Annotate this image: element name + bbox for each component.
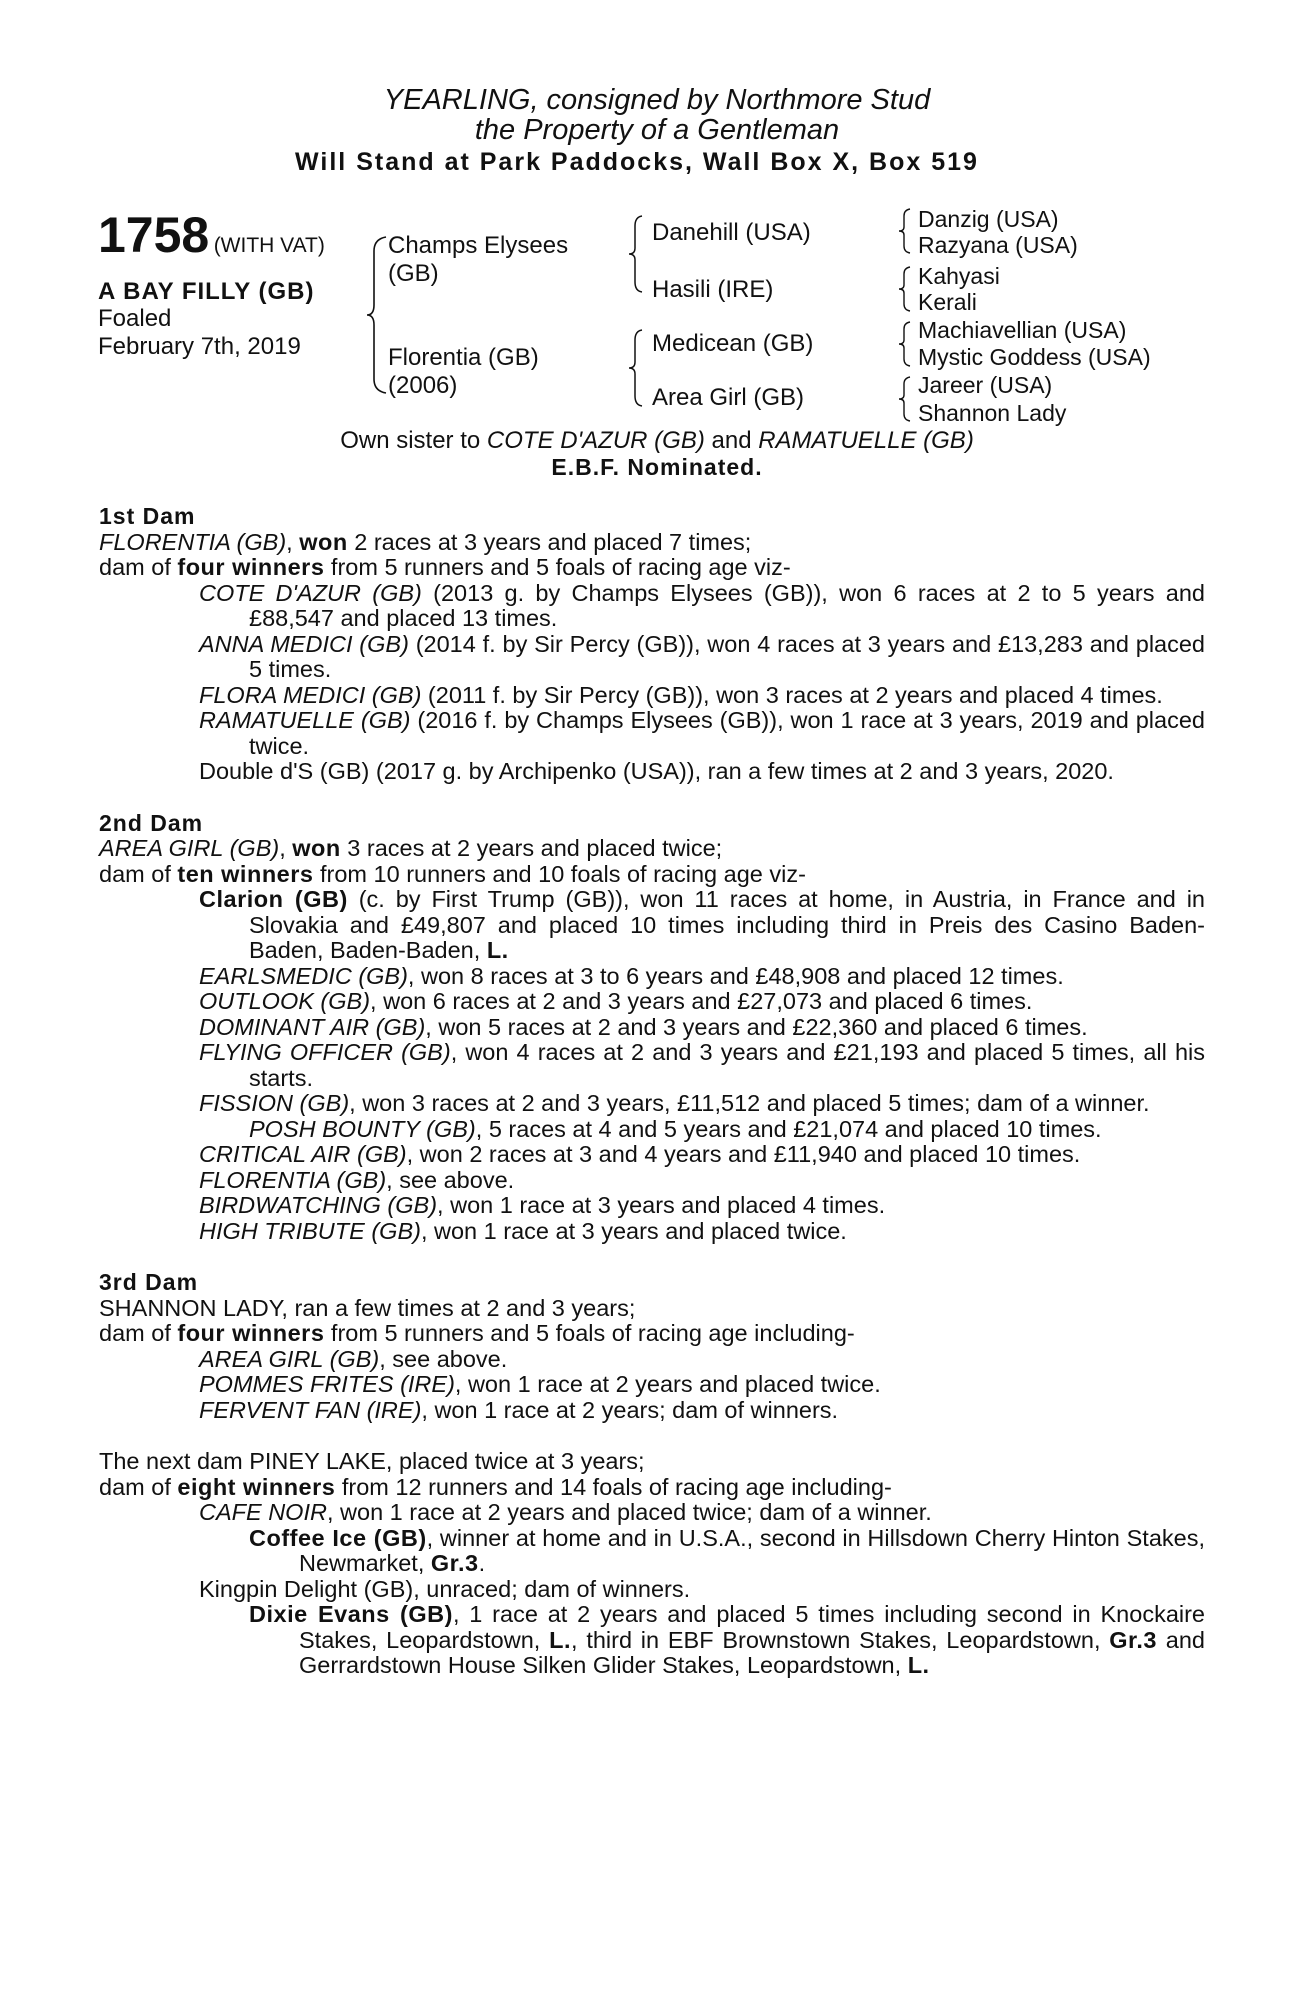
race-grade: L. bbox=[486, 937, 509, 963]
third-dam-summary bbox=[99, 1321, 1205, 1347]
foal-entry bbox=[99, 581, 1205, 632]
foal-name: Dixie Evans (GB) bbox=[249, 1601, 453, 1627]
won-label: won bbox=[292, 835, 341, 861]
foal-name: COTE D'AZUR (GB) bbox=[199, 579, 422, 606]
sep: , bbox=[279, 835, 293, 861]
third-dam-section bbox=[99, 1270, 1205, 1423]
foal-record: (2013 g. by Champs Elysees (GB)), won 6 races at 2 to 5 years and £88,547 and placed 13 times. bbox=[249, 579, 1205, 631]
sire-dam: Hasili (IRE) bbox=[652, 276, 774, 303]
summary-suffix: from 5 runners and 5 foals of racing age viz- bbox=[324, 554, 791, 580]
own-sister-horse-a: COTE D'AZUR (GB) bbox=[486, 427, 705, 454]
race-grade: L. bbox=[549, 1626, 571, 1653]
foal-entry bbox=[99, 1193, 1205, 1219]
foal-name: Double d'S (GB) bbox=[199, 758, 370, 784]
second-dam-heading: 2nd Dam bbox=[99, 809, 204, 836]
second-dam-section bbox=[99, 811, 1205, 1245]
summary-prefix: dam of bbox=[99, 1320, 178, 1346]
foal-entry bbox=[99, 1398, 1205, 1424]
ss-dam: Razyana (USA) bbox=[918, 232, 1078, 258]
ds-sire: Machiavellian (USA) bbox=[918, 317, 1127, 343]
sep: , bbox=[286, 528, 300, 555]
foal-entry bbox=[99, 1372, 1205, 1398]
own-sister-and: and bbox=[704, 427, 759, 454]
race-grade: L. bbox=[907, 1652, 930, 1678]
foal-name: BIRDWATCHING (GB) bbox=[199, 1192, 438, 1218]
punct: . bbox=[478, 1550, 486, 1576]
next-dam-intro: The next dam PINEY LAKE, placed twice at 3 years; bbox=[99, 1448, 645, 1474]
winners-count: eight winners bbox=[177, 1473, 336, 1500]
own-sister-note bbox=[0, 427, 1314, 455]
foal-record: , won 4 races at 2 and 3 years and £21,193 and placed 5 times, all his starts. bbox=[249, 1039, 1205, 1091]
foal-entry bbox=[99, 1500, 1205, 1526]
foaled-label: Foaled bbox=[98, 305, 172, 332]
third-dam-heading: 3rd Dam bbox=[99, 1269, 199, 1295]
foal-record: , won 3 races at 2 and 3 years, £11,512 and placed 5 times; dam of a winner. bbox=[349, 1090, 1150, 1116]
dam-name: Florentia (GB) bbox=[388, 344, 539, 371]
foal-name: CRITICAL AIR (GB) bbox=[199, 1141, 407, 1167]
dd-dam: Shannon Lady bbox=[918, 400, 1067, 426]
foal-record: , winner at home and in U.S.A., second in Hillsdown Cherry Hinton Stakes, Newmarket, bbox=[299, 1524, 1205, 1576]
foal-record: , third in EBF Brownstown Stakes, Leopardstown, bbox=[571, 1626, 1110, 1653]
second-dam-summary bbox=[99, 862, 1205, 888]
foal-record: , won 6 races at 2 and 3 years and £27,073 and placed 6 times. bbox=[370, 988, 1033, 1014]
sd-dam: Kerali bbox=[918, 289, 977, 315]
winners-count: four winners bbox=[177, 554, 325, 580]
foal-entry bbox=[99, 632, 1205, 683]
grandfoal-entry bbox=[99, 1602, 1205, 1679]
dam-year: (2006) bbox=[388, 372, 458, 399]
pedigree-brace-ds bbox=[898, 321, 912, 367]
ebf-nominated: E.B.F. Nominated. bbox=[551, 454, 763, 480]
foal-record: (2016 f. by Champs Elysees (GB)), won 1 race at 3 years, 2019 and placed twice. bbox=[249, 707, 1205, 759]
foal-name: FLYING OFFICER (GB) bbox=[199, 1039, 451, 1065]
summary-suffix: from 5 runners and 5 foals of racing age including- bbox=[324, 1320, 855, 1346]
foal-record: (2014 f. by Sir Percy (GB)), won 4 races at 3 years and £13,283 and placed 5 times. bbox=[249, 630, 1205, 682]
sire-sire: Danehill (USA) bbox=[652, 219, 811, 246]
race-grade: Gr.3 bbox=[430, 1550, 479, 1576]
ss-sire: Danzig (USA) bbox=[918, 206, 1059, 232]
foal-record: (2017 g. by Archipenko (USA)), ran a few times at 2 and 3 years, 2020. bbox=[369, 758, 1114, 784]
race-grade: Gr.3 bbox=[1109, 1626, 1157, 1653]
ds-dam: Mystic Goddess (USA) bbox=[918, 344, 1151, 370]
second-dam-intro bbox=[99, 836, 1205, 862]
foal-entry bbox=[99, 887, 1205, 964]
foal-entry bbox=[99, 1219, 1205, 1245]
header-line-3: Will Stand at Park Paddocks, Wall Box X, Box 519 bbox=[295, 148, 979, 176]
summary-prefix: dam of bbox=[99, 860, 178, 887]
foal-record: , won 2 races at 3 and 4 years and £11,940 and placed 10 times. bbox=[406, 1141, 1081, 1167]
dam-sire: Medicean (GB) bbox=[652, 330, 814, 357]
foal-name: Coffee Ice (GB) bbox=[249, 1524, 427, 1551]
foal-entry bbox=[99, 964, 1205, 990]
grandfoal-entry bbox=[99, 1117, 1205, 1143]
foal-name: POMMES FRITES (IRE) bbox=[199, 1371, 455, 1397]
foal-record: , won 8 races at 3 to 6 years and £48,908 and placed 12 times. bbox=[407, 962, 1064, 989]
pedigree-brace-main bbox=[366, 235, 388, 395]
foal-record: , see above. bbox=[386, 1166, 515, 1193]
foal-entry bbox=[99, 989, 1205, 1015]
header-line-1: YEARLING, consigned by Northmore Stud bbox=[383, 84, 931, 116]
pedigree-brace-dam bbox=[628, 328, 644, 408]
sire-suffix: (GB) bbox=[388, 260, 439, 287]
lot-description: A BAY FILLY (GB) bbox=[98, 278, 315, 305]
foal-record: , 1 race at 2 years and placed 5 times including second in Knockaire Stakes, Leopardstown, bbox=[299, 1601, 1206, 1653]
foal-name: FLORA MEDICI (GB) bbox=[199, 681, 422, 708]
foal-entry: Kingpin Delight (GB), unraced; dam of winners. bbox=[199, 1575, 691, 1602]
next-dam-section bbox=[99, 1449, 1205, 1679]
second-dam-record: 3 races at 2 years and placed twice; bbox=[340, 835, 723, 861]
own-sister-horse-b: RAMATUELLE (GB) bbox=[758, 427, 974, 454]
vat-label: (WITH VAT) bbox=[213, 234, 325, 257]
foal-record: , see above. bbox=[379, 1345, 508, 1372]
foal-name: AREA GIRL (GB) bbox=[199, 1345, 380, 1372]
sire-name: Champs Elysees bbox=[388, 232, 569, 259]
foal-name: Clarion (GB) bbox=[199, 886, 348, 912]
foal-entry bbox=[99, 1015, 1205, 1041]
foal-record: , won 1 race at 3 years and placed 4 times. bbox=[437, 1192, 886, 1218]
foal-entry bbox=[99, 683, 1205, 709]
lot-number-row bbox=[98, 206, 325, 264]
foal-record: (c. by First Trump (GB)), won 11 races at home, in Austria, in France and in Slovakia and £49,807 and placed 10 times including third in Preis des Casino Baden-Baden, Baden-Baden, bbox=[249, 886, 1205, 963]
foal-entry bbox=[99, 1142, 1205, 1168]
foal-entry bbox=[99, 1168, 1205, 1194]
foal-record: and Gerrardstown House Silken Glider Stakes, Leopardstown, bbox=[299, 1626, 1205, 1678]
foal-name: POSH BOUNTY (GB) bbox=[249, 1115, 476, 1142]
won-label: won bbox=[299, 528, 348, 555]
foal-record: (2011 f. by Sir Percy (GB)), won 3 races at 2 years and placed 4 times. bbox=[421, 681, 1163, 708]
foaled-date: February 7th, 2019 bbox=[98, 333, 301, 360]
foal-entry bbox=[99, 1091, 1205, 1117]
pedigree-brace-ss bbox=[898, 208, 912, 254]
next-dam-summary bbox=[99, 1475, 1205, 1501]
summary-suffix: from 12 runners and 14 foals of racing age including- bbox=[335, 1473, 892, 1500]
sd-sire: Kahyasi bbox=[918, 263, 1000, 289]
grandfoal-entry bbox=[99, 1526, 1205, 1577]
pedigree-brace-sire bbox=[628, 214, 644, 294]
first-dam-record: 2 races at 3 years and placed 7 times; bbox=[347, 528, 752, 555]
foal-name: FISSION (GB) bbox=[199, 1090, 350, 1116]
winners-count: four winners bbox=[177, 1320, 325, 1346]
foal-name: FLORENTIA (GB) bbox=[199, 1166, 387, 1193]
foal-record: , won 1 race at 2 years; dam of winners. bbox=[421, 1396, 839, 1423]
second-dam-name: AREA GIRL (GB) bbox=[99, 835, 280, 861]
foal-record: , 5 races at 4 and 5 years and £21,074 and placed 10 times. bbox=[475, 1115, 1102, 1142]
winners-count: ten winners bbox=[177, 860, 314, 887]
summary-prefix: dam of bbox=[99, 1473, 178, 1500]
header-line-2: the Property of a Gentleman bbox=[474, 114, 840, 146]
dd-sire: Jareer (USA) bbox=[918, 372, 1053, 398]
foal-entry bbox=[99, 759, 1205, 785]
foal-name: CAFE NOIR bbox=[199, 1499, 327, 1525]
foal-record: , won 1 race at 2 years and placed twice. bbox=[454, 1371, 881, 1397]
summary-prefix: dam of bbox=[99, 554, 178, 580]
foal-name: EARLSMEDIC (GB) bbox=[199, 962, 408, 989]
foal-name: DOMINANT AIR (GB) bbox=[199, 1013, 426, 1040]
pedigree-brace-dd bbox=[898, 376, 912, 422]
foal-entry bbox=[99, 708, 1205, 759]
foal-name: ANNA MEDICI (GB) bbox=[199, 630, 409, 657]
dam-dam: Area Girl (GB) bbox=[652, 384, 805, 411]
first-dam-intro bbox=[99, 530, 1205, 556]
third-dam-intro: SHANNON LADY, ran a few times at 2 and 3 years; bbox=[99, 1294, 636, 1321]
foal-record: , won 5 races at 2 and 3 years and £22,360 and placed 6 times. bbox=[425, 1013, 1088, 1040]
first-dam-section bbox=[99, 504, 1205, 785]
first-dam-summary bbox=[99, 555, 1205, 581]
foal-name: OUTLOOK (GB) bbox=[199, 988, 371, 1014]
foal-name: FERVENT FAN (IRE) bbox=[199, 1396, 422, 1423]
pedigree-brace-sd bbox=[898, 266, 912, 312]
own-sister-prefix: Own sister to bbox=[340, 427, 487, 454]
summary-suffix: from 10 runners and 10 foals of racing age viz- bbox=[313, 860, 806, 887]
lot-number: 1758 bbox=[98, 207, 210, 263]
foal-entry bbox=[99, 1040, 1205, 1091]
catalogue-body bbox=[99, 504, 1205, 1679]
foal-record: , won 1 race at 3 years and placed twice. bbox=[420, 1217, 847, 1244]
foal-name: RAMATUELLE (GB) bbox=[199, 707, 411, 733]
foal-name: HIGH TRIBUTE (GB) bbox=[199, 1217, 421, 1244]
first-dam-name: FLORENTIA (GB) bbox=[99, 528, 287, 555]
first-dam-heading: 1st Dam bbox=[99, 503, 196, 529]
foal-entry bbox=[99, 1347, 1205, 1373]
foal-record: , won 1 race at 2 years and placed twice; dam of a winner. bbox=[326, 1499, 932, 1525]
